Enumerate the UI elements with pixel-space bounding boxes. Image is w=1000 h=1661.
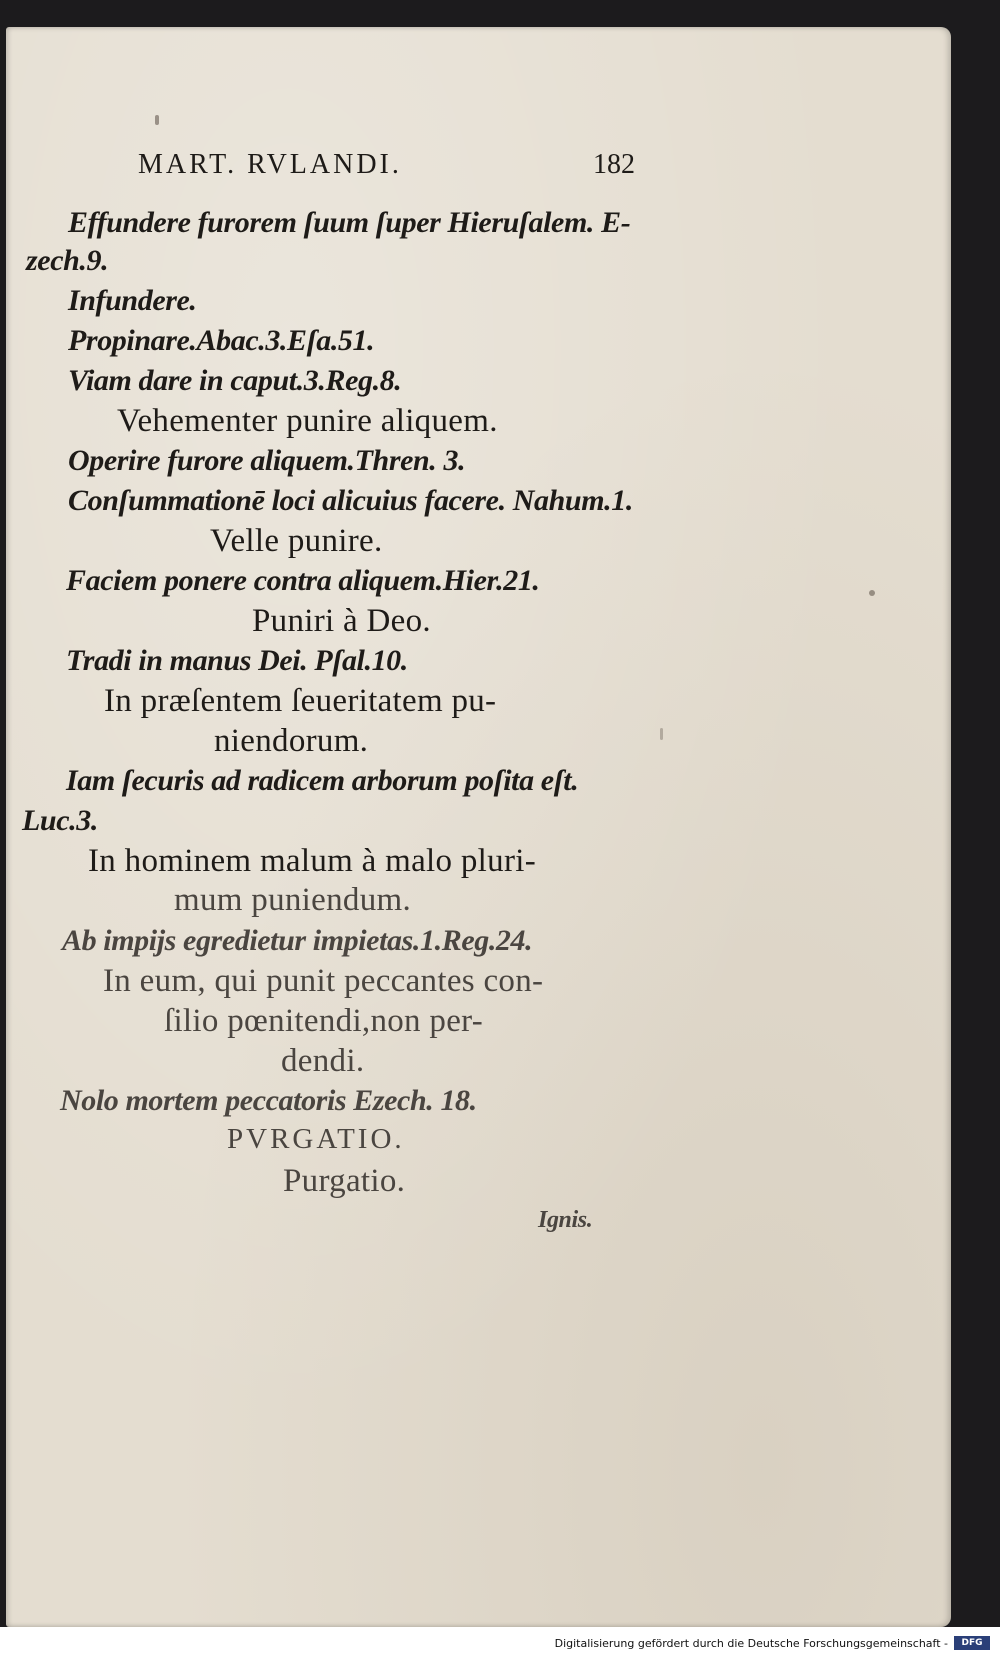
- ink-spot: [660, 728, 663, 740]
- text-line: In præſentem ſeueritatem pu-: [104, 683, 497, 719]
- text-line: Effundere furorem ſuum ſuper Hieruſalem. E-: [68, 206, 631, 239]
- text-line: Vehementer punire aliquem.: [117, 403, 498, 439]
- text-line: Operire furore aliquem.Thren. 3.: [68, 444, 466, 477]
- book-page: [6, 27, 951, 1627]
- ink-spot: [155, 115, 159, 125]
- text-line: Tradi in manus Dei. Pſal.10.: [66, 644, 408, 677]
- text-line: mum puniendum.: [174, 882, 412, 918]
- text-line: Viam dare in caput.3.Reg.8.: [68, 364, 402, 397]
- text-line: Velle punire.: [210, 523, 383, 559]
- text-line: Purgatio.: [283, 1163, 406, 1199]
- text-line: zech.9.: [26, 244, 109, 277]
- text-line: Conſummationē loci alicuius facere. Nahum.1.: [68, 484, 633, 517]
- text-line: Nolo mortem peccatoris Ezech. 18.: [60, 1084, 477, 1117]
- page-number: 182: [593, 149, 635, 180]
- text-line: Faciem ponere contra aliquem.Hier.21.: [66, 564, 540, 597]
- text-line: Iam ſecuris ad radicem arborum poſita eſt.: [66, 764, 579, 797]
- text-line: Infundere.: [68, 284, 197, 317]
- footer-bar: [0, 1627, 1000, 1661]
- text-line: Puniri à Deo.: [252, 603, 431, 639]
- text-line: niendorum.: [214, 723, 369, 759]
- catchword: Ignis.: [538, 1207, 593, 1233]
- text-line: In eum, qui punit peccantes con-: [103, 963, 544, 999]
- ink-spot: [869, 590, 875, 596]
- text-line: Ab impijs egredietur impietas.1.Reg.24.: [62, 924, 533, 957]
- dfg-logo: DFG: [954, 1636, 990, 1650]
- running-header-title: MART. RVLANDI.: [138, 149, 402, 180]
- text-line: dendi.: [281, 1043, 365, 1079]
- text-line: Luc.3.: [22, 804, 98, 837]
- text-line: ſilio pœnitendi,non per-: [164, 1003, 484, 1039]
- text-line: Propinare.Abac.3.Eſa.51.: [68, 324, 375, 357]
- section-heading: PVRGATIO.: [227, 1123, 405, 1155]
- text-line: In hominem malum à malo pluri-: [88, 843, 536, 879]
- footer-credit: Digitalisierung gefördert durch die Deutsche Forschungsgemeinschaft -: [554, 1637, 948, 1650]
